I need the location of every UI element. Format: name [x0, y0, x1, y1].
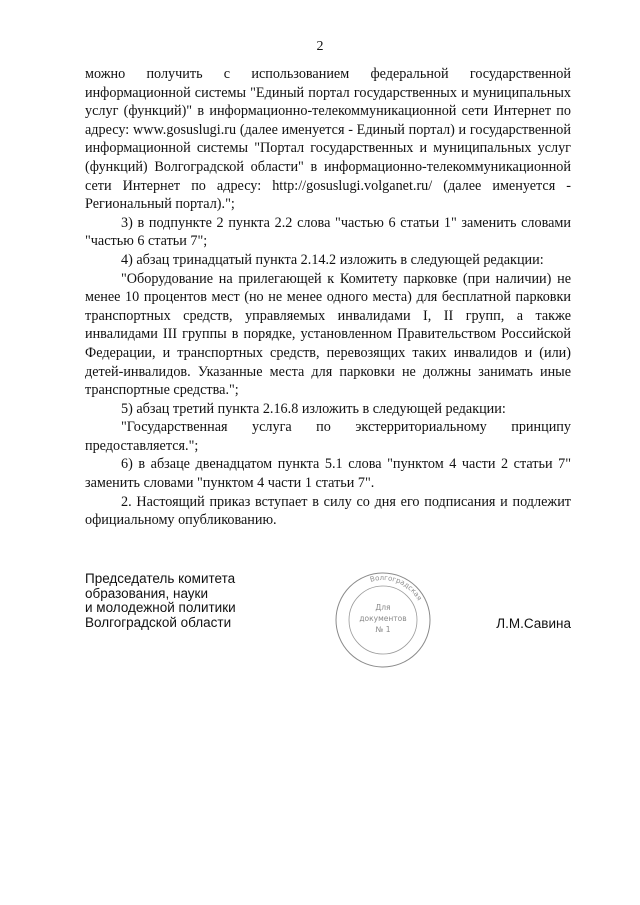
stamp-center-line: Для	[375, 603, 391, 612]
signatory-name: Л.М.Савина	[496, 616, 571, 631]
paragraph-item-3: 3) в подпункте 2 пункта 2.2 слова "частью 6 статьи 1" заменить словами "частью 6 статьи 7";	[85, 214, 571, 250]
signatory-title-line: Волгоградской области	[85, 614, 232, 630]
paragraph-quote-extraterritorial: "Государственная услуга по экстерриториальному принципу предоставляется.";	[85, 419, 571, 454]
paragraph-continuation: можно получить с использованием федеральной государственной информационной системы "Единый портал государственных и муниципальных услуг (функций)" в информационно-телекоммуникационной сети Интернет по адресу: www.gosuslugi.ru (далее именуется - Единый портал) и государственной информационной системы "Портал государственных и муниципальных услуг (функций) Волгоградской области" в информационно-телекоммуникационной сети Интернет по адресу: http://gosuslugi.volganet.ru/ (далее именуется - Региональный портал).";	[85, 66, 571, 213]
signatory-title-line: и молодежной политики	[85, 600, 236, 615]
signatory-title	[85, 572, 236, 630]
official-stamp-icon	[333, 570, 433, 670]
stamp-center-line: № 1	[375, 625, 391, 634]
page-number: 2	[316, 39, 324, 54]
paragraph-item-4: 4) абзац тринадцатый пункта 2.14.2 изложить в следующей редакции:	[121, 251, 544, 268]
paragraph-quote-parking: "Оборудование на прилегающей к Комитету парковке (при наличии) не менее 10 процентов мест (но не менее одного места) для бесплатной парковки транспортных средств, управляемых инвалидами I, II групп, а также инвалидами III группы в порядке, установленном Правительством Российской Федерации, и транспортных средств, перевозящих таких инвалидов и (или) детей-инвалидов. Указанные места для парковки не должны занимать иные транспортные средства.";	[85, 270, 571, 399]
signatory-title-line: Председатель комитета	[85, 571, 236, 586]
signatory-title-line: образования, науки	[85, 585, 208, 601]
paragraph-item-6: 6) в абзаце двенадцатом пункта 5.1 слова "пунктом 4 части 2 статьи 7" заменить словами "пунктом 4 части 1 статьи 7".	[85, 456, 571, 492]
paragraph-item-5: 5) абзац третий пункта 2.16.8 изложить в следующей редакции:	[121, 400, 506, 417]
signature-block	[85, 572, 571, 682]
stamp-ring-text: Волгоградская	[369, 573, 424, 602]
stamp-center-line: документов	[359, 614, 407, 623]
paragraph-clause-2: 2. Настоящий приказ вступает в силу со дня его подписания и подлежит официальному опубликованию.	[85, 493, 571, 529]
document-body	[85, 65, 571, 530]
